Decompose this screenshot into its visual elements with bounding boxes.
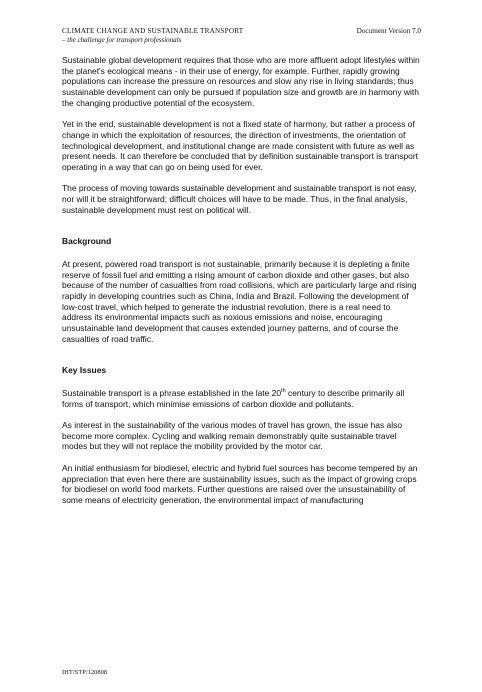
intro-paragraph-2: Yet in the end, sustainable development is not a fixed state of harmony, but rather a process of change in which the exploitation of resources, the direction of investments, the orientation of technological development, and institutional change are made consistent with future as well as present needs. It can therefore be concluded that by definition sustainable transport is transport operating in a way that can go on being used for ever.: [62, 119, 418, 173]
key-issues-heading: Key Issues: [62, 365, 107, 376]
key-issues-paragraph-3: An initial enthusiasm for biodiesel, electric and hybrid fuel sources has become tempered by an appreciation that even here there are sustainability issues, such as the impact of growing crops for biodiesel on world food markets. Further questions are raised over the unsustainability of some means of electricity generation, the environmental impact of manufacturing: [62, 462, 418, 505]
key-issues-paragraph-1: [62, 388, 422, 409]
header-title: CLIMATE CHANGE AND SUSTAINABLE TRANSPORT: [62, 27, 244, 35]
document-body: [62, 55, 422, 516]
key-issues-p1-text-cont: century to describe primarily all forms of transport, which minimise emissions of carbon dioxide and pollutants.: [62, 387, 405, 409]
intro-paragraph-1: Sustainable global development requires that those who are more affluent adopt lifestyles within the planet's ecological means - in their use of energy, for example. Further, rapidly growing populations can increase the pressure on resources and slow any rise in living standards; thus sustainable development can only be pursued if population size and growth are in harmony with the changing productive potential of the ecosystem.: [62, 55, 420, 108]
key-issues-p1-text: Sustainable transport is a phrase established in the late 20: [62, 387, 282, 398]
header-subtitle: – the challenge for transport professionals: [62, 36, 182, 44]
running-header: [62, 27, 243, 45]
background-heading: Background: [62, 236, 112, 247]
key-issues-paragraph-2: As interest in the sustainability of the various modes of travel has grown, the issue has also become more complex. Cycling and walking remain demonstrably quite sustainable travel modes but they will not replace the mobility provided by the motor car.: [62, 420, 403, 452]
intro-paragraph-3: The process of moving towards sustainable development and sustainable transport is not easy, nor will it be straightforward; difficult choices will have to be made. Thus, in the final analysis, sustainable development must rest on political will.: [62, 183, 417, 215]
document-version: Document Version 7.0: [356, 27, 421, 35]
document-reference: IHT/STP/120808: [62, 669, 108, 676]
superscript-th: th: [281, 388, 286, 395]
background-paragraph-1: At present, powered road transport is not sustainable, primarily because it is depleting a finite reserve of fossil fuel and emitting a rising amount of carbon dioxide and other gases, but also because of the number of casualties from road collisions, which are particularly large and rising rapidly in developing countries such as China, India and Brazil. Following the development of low-cost travel, which helped to generate the industrial revolution, there is a real need to address its environmental impacts such as noxious emissions and noise, encouraging unsustainable land development that causes extended journey patterns, and of course the casualties of road traffic.: [62, 258, 417, 344]
